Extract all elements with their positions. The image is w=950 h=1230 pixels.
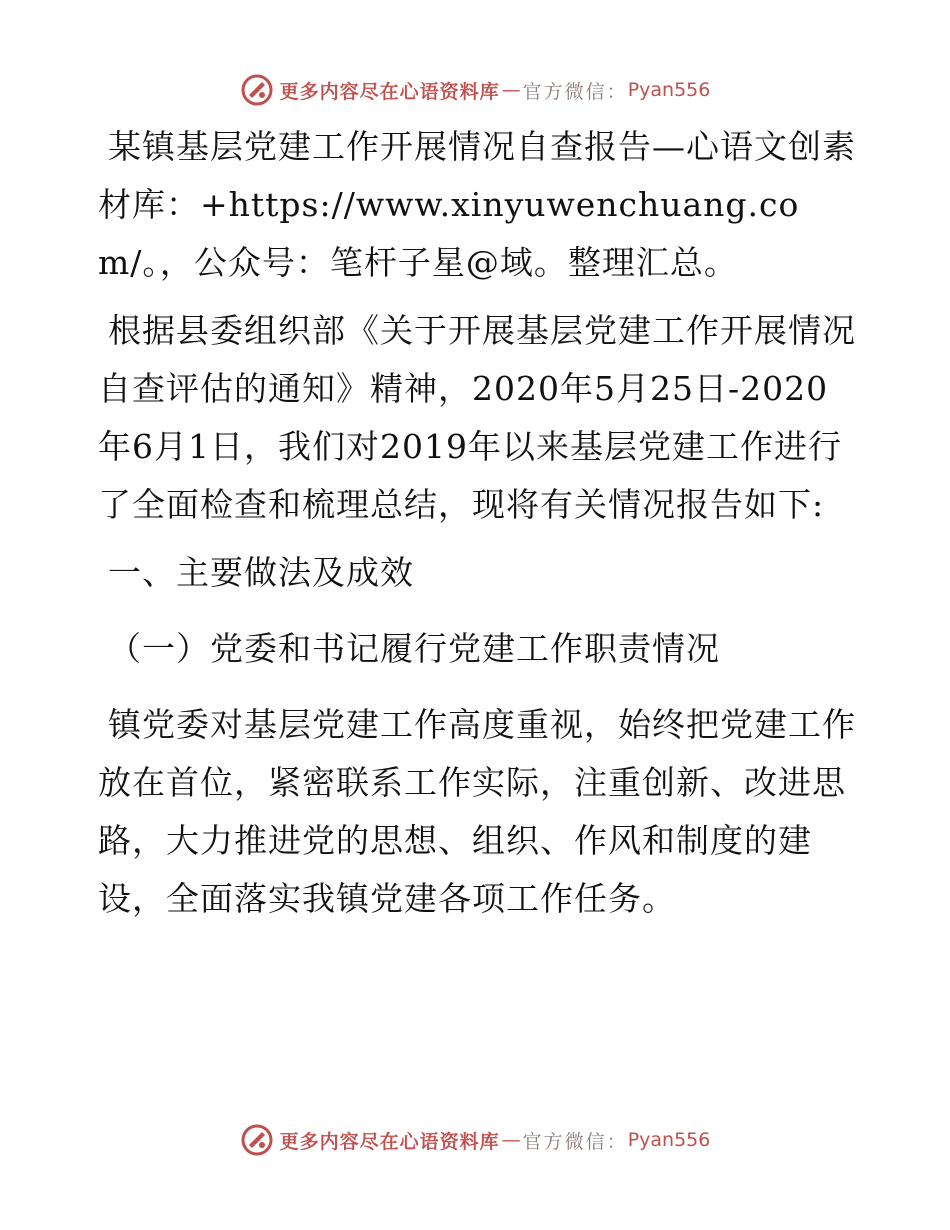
brand-logo-icon [240, 73, 274, 107]
watermark-brand-text: 更多内容尽在心语资料库 [279, 80, 500, 103]
title-paragraph: 某镇基层党建工作开展情况自查报告—心语文创素材库：+https://www.xinyuwenchuang.com/。，公众号：笔杆子星@域。整理汇总。 [98, 127, 856, 282]
subsection-heading: （一）党委和书记履行党建工作职责情况 [108, 629, 720, 668]
body-paragraph: 镇党委对基层党建工作高度重视，始终把党建工作放在首位，紧密联系工作实际，注重创新、改进思路，大力推进党的思想、组织、作风和制度的建设，全面落实我镇党建各项工作任务。 [98, 705, 856, 918]
watermark-wechat-id: Pyan556 [627, 79, 711, 101]
watermark-footer [0, 1120, 950, 1160]
watermark-wechat-id: Pyan556 [627, 1129, 711, 1151]
document-body [98, 118, 858, 938]
watermark-dash: — [501, 79, 521, 101]
watermark-brand-text: 更多内容尽在心语资料库 [279, 1130, 500, 1153]
section-heading: 一、主要做法及成效 [108, 553, 414, 592]
intro-paragraph: 根据县委组织部《关于开展基层党建工作开展情况自查评估的通知》精神，2020年5月25日-2020年6月1日，我们对2019年以来基层党建工作进行了全面检查和梳理总结，现将有关情况报告如下: [98, 311, 856, 524]
brand-logo-icon [240, 1123, 274, 1157]
watermark-official-label: 官方微信： [522, 1130, 628, 1153]
watermark-dash: — [501, 1129, 521, 1151]
watermark-official-label: 官方微信： [522, 80, 628, 103]
watermark-header [0, 70, 950, 110]
